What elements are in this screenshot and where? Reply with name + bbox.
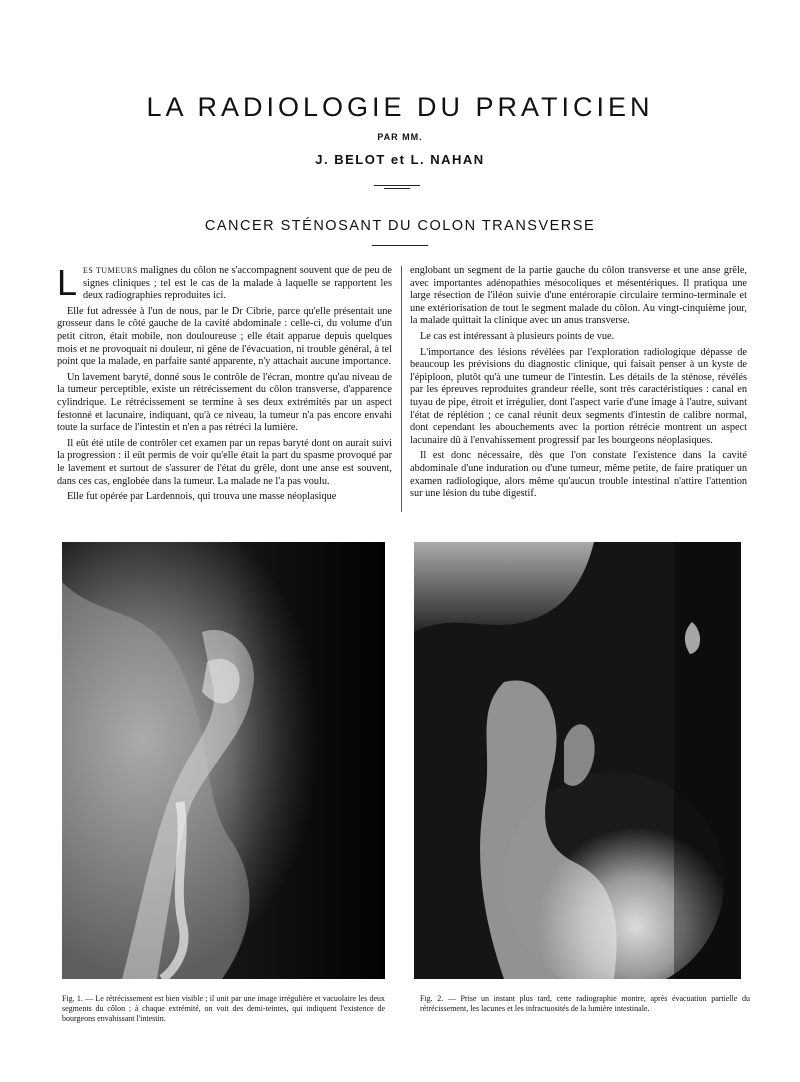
text-column-left — [57, 262, 392, 507]
figure-1-caption: Fig. 1. — Le rétrécissement est bien visible ; il unit par une image irrégulière et vacuolaire les deux segments du côlon ; à chaque extrémité, on voit des demi-teintes, qui indiquent l'existence de bourgeons envahissant l'intestin. — [62, 994, 385, 1023]
paragraph: Elle fut opérée par Lardennois, qui trouva une masse néoplasique — [67, 491, 337, 503]
paragraph: Un lavement baryté, donné sous le contrôle de l'écran, montre qu'au niveau de la tumeur perceptible, existe un rétrécissement du côlon transverse, d'apparence cylindrique. Le rétrécissement se termine à ses deux extrémités par un aspect festonné et lacunaire, indiquant, qu'à ce niveau, la tumeur n'a pas encore envahi toute la surface de l'intestin et n'en a pas rétréci la lumière. — [57, 371, 392, 434]
paragraph: L'importance des lésions révélées par l'exploration radiologique dépasse de beaucoup les prévisions du diagnostic clinique, qui faisait penser à un kyste de l'épiploon, plutôt qu'à une tumeur de l'intestin. Les détails de la sténose, révélés par les épreuves reproduites grandeur réelle, sont très caractéristiques : canal en tuyau de pipe, étroit et irrégulier, dont l'aspect varie d'une image à l'autre, suivant l'état de réplétion ; ce canal réunit deux segments d'intestin de calibre normal, dont cependant les abouchements avec la portion rétrécie montrent un aspect lacunaire dû à l'envahissement progressif par les bourgeons néoplasiques. — [410, 346, 747, 446]
ornament-rule — [374, 185, 420, 186]
drop-cap: L — [57, 262, 78, 303]
lead-smallcaps: ES TUMEURS — [83, 266, 138, 275]
authors: J. BELOT et L. NAHAN — [315, 152, 485, 167]
byline-prefix: PAR MM. — [377, 132, 423, 142]
paragraph: Il eût été utile de contrôler cet examen par un repas baryté dont on aurait suivi la progression : il eût permis de voir qu'elle était la part du spasme provoqué par le lavement et surtout de s'assurer de l'état du grêle, dont une anse est souvent, dans ces cas, englobée dans la tumeur. La malade ne l'a pas voulu. — [57, 437, 392, 487]
lead-paragraph — [57, 262, 392, 303]
text-column-right — [410, 265, 747, 504]
paragraph: Il est donc nécessaire, dès que l'on constate l'existence dans la cavité abdominale d'une induration ou d'une tumeur, même petite, de faire pratiquer un examen radiologique, alors même qu'aucun trouble intestinal n'attire l'attention sur une lésion du tube digestif. — [410, 450, 747, 500]
radiograph-figure-1 — [62, 542, 385, 979]
paragraph: englobant un segment de la partie gauche du côlon transverse et une anse grêle, avec importantes adénopathies mésocoliques et mésentériques. Il pratiqua une large résection de l'iléon suivie d'une entérorapie circulaire termino-terminale et une extériorisation de tout le segment malade du côlon. Au vingt-cinquième jour, la malade quittait la clinique avec un anus transverse. — [410, 265, 747, 327]
paragraph: Elle fut adressée à l'un de nous, par le Dr Cibrie, parce qu'elle présentait une grosseur dans le côté gauche de la cavité abdominale : celle-ci, du volume d'un petit citron, était mobile, non douloureuse ; elle était apparue depuis quelques mois et ne provoquait ni douleur, ni gêne de l'évacuation, ni trouble général, à tel point que la malade, en parfaite santé apparente, n'y attachait aucune importance. — [57, 305, 392, 368]
paragraph: Le cas est intéressant à plusieurs points de vue. — [420, 330, 615, 342]
figure-2-caption: Fig. 2. — Prise un instant plus tard, cette radiographie montre, après évacuation partielle du rétrécissement, les lacunes et les infractuosités de la lumière intestinale. — [420, 994, 750, 1013]
article-title: LA RADIOLOGIE DU PRATICIEN — [146, 92, 654, 122]
subtitle-rule — [372, 245, 428, 246]
ornament-rule-short — [384, 188, 410, 189]
article-subtitle: CANCER STÉNOSANT DU COLON TRANSVERSE — [204, 218, 596, 234]
lead-text: malignes du côlon ne s'accompagnent souvent que de peu de signes cliniques ; tel est le cas de la malade à laquelle se rapportent les deux radiographies reproduites ici. — [83, 265, 392, 302]
column-divider — [401, 266, 402, 512]
radiograph-figure-2 — [414, 542, 741, 979]
